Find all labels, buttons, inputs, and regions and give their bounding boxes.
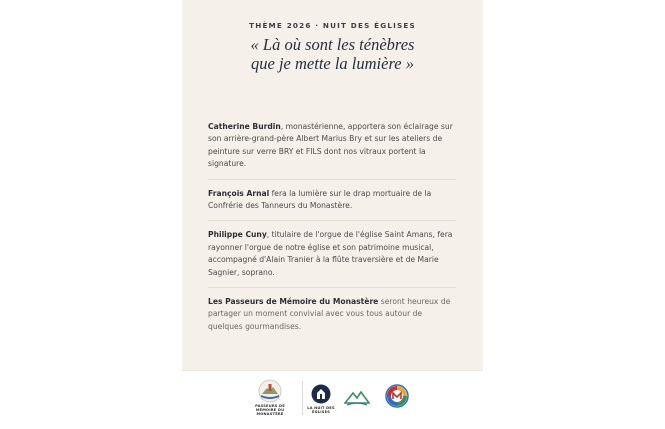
- partner-logos: [182, 370, 483, 429]
- theme-eyebrow: THÈME 2026 · NUIT DES ÉGLISES: [249, 21, 416, 30]
- participant-name: Catherine Burdin: [208, 122, 281, 131]
- list-item: [208, 296, 456, 341]
- nuit-caption: LA NUIT DES ÉGLISES: [307, 406, 335, 414]
- participant-text: fera la lumière sur le drap mortuaire de la Confrérie des Tanneurs du Monastère.: [208, 188, 432, 211]
- participants-list: [208, 121, 456, 349]
- nuit-des-eglises-logo: [311, 384, 331, 404]
- municipal-logo: [385, 384, 409, 408]
- participant-name: Philippe Cuny: [208, 230, 267, 240]
- list-item: [208, 188, 456, 222]
- participant-text: seront heureux de partager un moment convivial avec vous tous autour de quelques gourmandises.: [208, 297, 451, 331]
- list-item: [208, 229, 456, 288]
- participant-name: Les Passeurs de Mémoire du Monastère: [208, 297, 379, 307]
- passeurs-caption: PASSEURS DE MÉMOIRE DU MONASTÈRE: [255, 404, 285, 416]
- mountain-logo: [344, 387, 370, 407]
- program-card: [182, 0, 483, 370]
- participant-text: , titulaire de l'orgue de l'église Saint Amans, fera rayonner l'orgue de notre église et son patrimoine musical, accompagné d'Alain Tranier à la flûte traversière et de Marie Sagnier, soprano.: [208, 230, 453, 277]
- logo-divider: [302, 381, 303, 415]
- participant-text: , monastérienne, apportera son éclairage sur son arrière-grand-père Albert Marius Bry et sur les ateliers de peinture sur verre BRY et FILS dont nos vitraux portent la signature.: [208, 122, 453, 169]
- page-title: [182, 35, 483, 73]
- participant-name: François Arnal: [208, 188, 270, 198]
- title-line-2: que je mette la lumière »: [251, 54, 414, 73]
- title-line-1: « Là où sont les ténèbres: [250, 35, 415, 54]
- list-item: [208, 121, 456, 180]
- passeurs-memoire-logo: [258, 379, 282, 403]
